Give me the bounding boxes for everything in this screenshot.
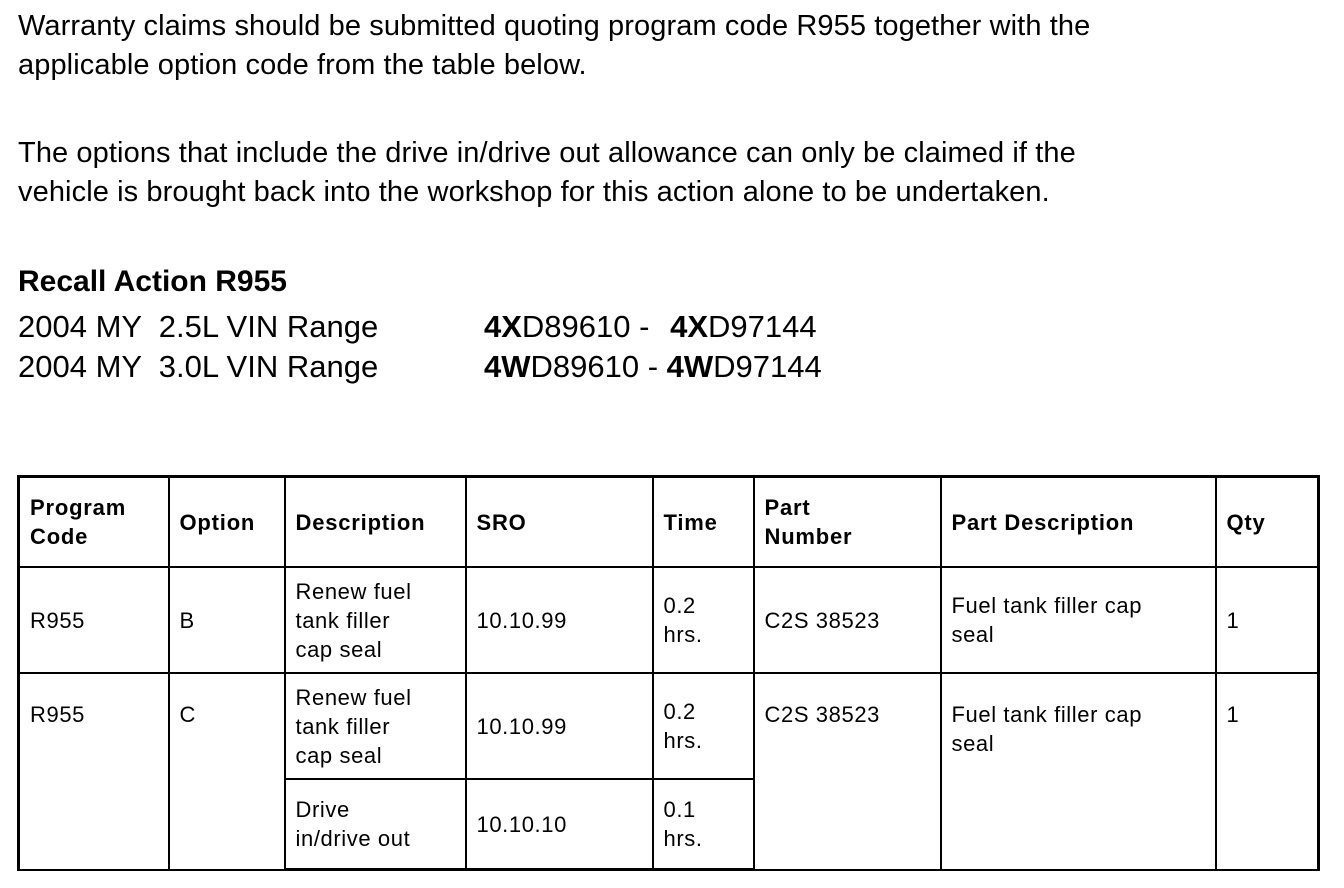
cell-part-number: C2S 38523 bbox=[754, 673, 941, 870]
vin-range-label: 2004 MY 2.5L VIN Range bbox=[18, 309, 379, 344]
vin-start-prefix: 4W bbox=[484, 349, 531, 384]
vin-end-prefix: 4W bbox=[666, 349, 714, 384]
header-sro: SRO bbox=[466, 477, 653, 568]
header-qty: Qty bbox=[1216, 477, 1319, 568]
cell-sro: 10.10.10 bbox=[466, 779, 653, 870]
header-part-number: Part Number bbox=[754, 477, 941, 568]
table-header-row bbox=[19, 477, 1319, 568]
cell-option: C bbox=[169, 673, 285, 870]
intro-paragraph-2 bbox=[18, 134, 1076, 212]
cell-option: B bbox=[169, 567, 285, 673]
vin-end-prefix: 4X bbox=[670, 309, 708, 344]
cell-description: Renew fuel tank filler cap seal bbox=[285, 673, 466, 779]
cell-description: Drive in/drive out bbox=[285, 779, 466, 870]
intro-paragraph-1 bbox=[18, 7, 1090, 85]
header-option: Option bbox=[169, 477, 285, 568]
vin-start-prefix: 4X bbox=[484, 309, 522, 344]
vin-separator: - bbox=[639, 349, 667, 384]
cell-time: 0.1 hrs. bbox=[653, 779, 754, 870]
cell-program-code: R955 bbox=[19, 567, 169, 673]
cell-part-description: Fuel tank filler cap seal bbox=[941, 673, 1216, 870]
cell-sro: 10.10.99 bbox=[466, 673, 653, 779]
cell-time: 0.2 hrs. bbox=[653, 567, 754, 673]
intro-paragraph-2-line-2: vehicle is brought back into the workshop for this action alone to be undertaken. bbox=[18, 176, 1050, 208]
recall-heading: Recall Action R955 bbox=[18, 265, 287, 298]
vin-start-rest: D89610 bbox=[530, 349, 640, 384]
intro-paragraph-1-line-2: applicable option code from the table below. bbox=[18, 49, 587, 81]
cell-sro: 10.10.99 bbox=[466, 567, 653, 673]
cell-part-number: C2S 38523 bbox=[754, 567, 941, 673]
vin-range-value bbox=[484, 347, 822, 387]
vin-start-rest: D89610 bbox=[521, 309, 631, 344]
header-part-description: Part Description bbox=[941, 477, 1216, 568]
table-row-option-c bbox=[19, 673, 1319, 779]
intro-paragraph-2-line-1: The options that include the drive in/drive out allowance can only be claimed if the bbox=[18, 137, 1076, 169]
vin-range-value bbox=[484, 307, 817, 347]
cell-time: 0.2 hrs. bbox=[653, 673, 754, 779]
vin-separator: - bbox=[630, 309, 659, 344]
table-row-option-b bbox=[19, 567, 1319, 673]
cell-qty: 1 bbox=[1216, 567, 1319, 673]
header-program-code: Program Code bbox=[19, 477, 169, 568]
cell-description: Renew fuel tank filler cap seal bbox=[285, 567, 466, 673]
cell-part-description: Fuel tank filler cap seal bbox=[941, 567, 1216, 673]
vin-end-rest: D97144 bbox=[708, 309, 817, 344]
cell-program-code: R955 bbox=[19, 673, 169, 870]
header-description: Description bbox=[285, 477, 466, 568]
cell-qty: 1 bbox=[1216, 673, 1319, 870]
vin-end-rest: D97144 bbox=[713, 349, 822, 384]
vin-range-label: 2004 MY 3.0L VIN Range bbox=[18, 349, 379, 384]
intro-paragraph-1-line-1: Warranty claims should be submitted quoting program code R955 together with the bbox=[18, 10, 1091, 42]
recall-options-table bbox=[17, 475, 1320, 871]
header-time: Time bbox=[653, 477, 754, 568]
